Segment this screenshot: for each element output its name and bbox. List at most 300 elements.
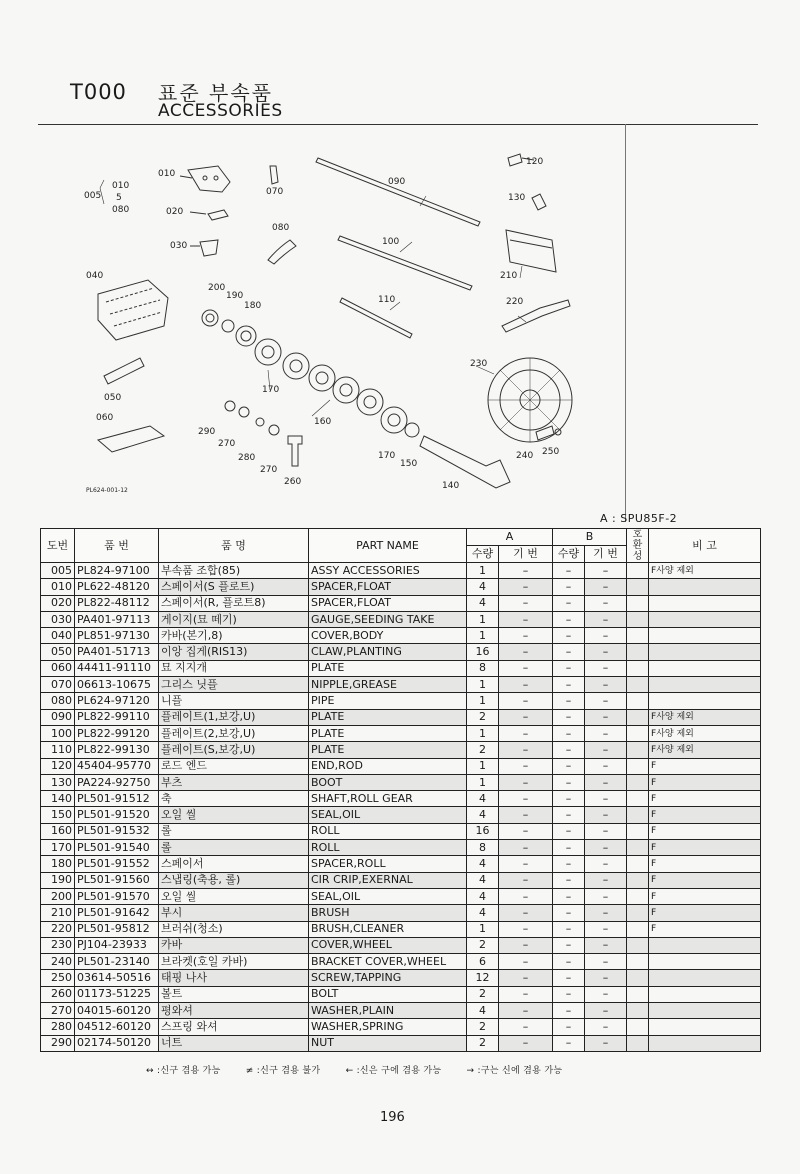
cell-part-name: COVER,WHEEL xyxy=(309,937,467,953)
cell-kiban-b: – xyxy=(585,563,627,579)
cell-kiban-a: – xyxy=(499,660,553,676)
cell-part-no: PA224-92750 xyxy=(75,774,159,790)
table-row xyxy=(41,677,761,693)
part-130-shape xyxy=(532,194,546,210)
col-header-name-kr: 품 명 xyxy=(159,529,309,563)
cell-part-no: PL501-91520 xyxy=(75,807,159,823)
cell-no: 210 xyxy=(41,905,75,921)
cell-name-kr: 게이지(묘 떼기) xyxy=(159,611,309,627)
cell-compat xyxy=(627,872,649,888)
cell-no: 010 xyxy=(41,579,75,595)
col-header-part-no: 품 번 xyxy=(75,529,159,563)
part-020-shape xyxy=(208,210,228,220)
cell-part-no: PL822-99130 xyxy=(75,742,159,758)
cell-remarks xyxy=(649,660,761,676)
cell-part-no: 01173-51225 xyxy=(75,986,159,1002)
cell-kiban-a: – xyxy=(499,644,553,660)
header-title-kr: 표준 부속품 xyxy=(158,81,273,105)
table-row xyxy=(41,970,761,986)
cell-name-kr: 브러쉬(청소) xyxy=(159,921,309,937)
callout-020: 020 xyxy=(166,207,184,217)
cell-qty-a: 1 xyxy=(467,677,499,693)
cell-compat xyxy=(627,725,649,741)
col-header-qty-a: 수량 xyxy=(467,546,499,563)
cell-compat xyxy=(627,1003,649,1019)
part-160-roll-a xyxy=(283,353,309,379)
callout-005: 005 xyxy=(84,191,102,201)
cell-part-name: ROLL xyxy=(309,823,467,839)
cell-remarks: F xyxy=(649,856,761,872)
cell-part-name: PIPE xyxy=(309,693,467,709)
cell-kiban-b: – xyxy=(585,970,627,986)
cell-part-no: PL501-91512 xyxy=(75,791,159,807)
cell-qty-a: 4 xyxy=(467,888,499,904)
cell-name-kr: 플레이트(2,보강,U) xyxy=(159,725,309,741)
cell-qty-b: – xyxy=(553,709,585,725)
cell-kiban-a: – xyxy=(499,1035,553,1051)
cell-part-name: ASSY ACCESSORIES xyxy=(309,563,467,579)
part-120-shape xyxy=(508,154,522,166)
cell-name-kr: 평와셔 xyxy=(159,1003,309,1019)
cell-remarks xyxy=(649,611,761,627)
cell-part-name: END,ROD xyxy=(309,758,467,774)
cell-kiban-a: – xyxy=(499,563,553,579)
callout-170-a: 170 xyxy=(262,385,280,395)
cell-kiban-b: – xyxy=(585,693,627,709)
table-row xyxy=(41,1003,761,1019)
cell-qty-a: 16 xyxy=(467,644,499,660)
cell-no: 250 xyxy=(41,970,75,986)
cell-part-name: SEAL,OIL xyxy=(309,807,467,823)
cell-qty-a: 1 xyxy=(467,693,499,709)
cell-kiban-b: – xyxy=(585,579,627,595)
table-row xyxy=(41,709,761,725)
cell-kiban-b: – xyxy=(585,954,627,970)
cell-name-kr: 롤 xyxy=(159,823,309,839)
cell-qty-b: – xyxy=(553,677,585,693)
table-row xyxy=(41,611,761,627)
part-270-shape-b xyxy=(269,425,279,435)
cell-remarks xyxy=(649,1035,761,1051)
table-row xyxy=(41,563,761,579)
cell-kiban-b: – xyxy=(585,660,627,676)
cell-qty-a: 12 xyxy=(467,970,499,986)
cell-qty-a: 4 xyxy=(467,1003,499,1019)
cell-remarks xyxy=(649,1003,761,1019)
table-row xyxy=(41,660,761,676)
cell-kiban-a: – xyxy=(499,970,553,986)
cell-remarks: F사양 제외 xyxy=(649,725,761,741)
cell-name-kr: 롤 xyxy=(159,840,309,856)
cell-remarks xyxy=(649,937,761,953)
cell-kiban-a: – xyxy=(499,954,553,970)
cell-name-kr: 그리스 닛플 xyxy=(159,677,309,693)
cell-part-no: PL501-91642 xyxy=(75,905,159,921)
callout-180: 180 xyxy=(244,301,262,311)
cell-part-no: PJ104-23933 xyxy=(75,937,159,953)
table-row xyxy=(41,644,761,660)
table-row xyxy=(41,954,761,970)
cell-compat xyxy=(627,905,649,921)
callout-160: 160 xyxy=(314,417,332,427)
table-row xyxy=(41,628,761,644)
callout-200: 200 xyxy=(208,283,226,293)
cell-part-no: 04015-60120 xyxy=(75,1003,159,1019)
cell-no: 220 xyxy=(41,921,75,937)
cell-no: 150 xyxy=(41,807,75,823)
table-row xyxy=(41,758,761,774)
cell-compat xyxy=(627,709,649,725)
cell-name-kr: 부츠 xyxy=(159,774,309,790)
cell-qty-a: 1 xyxy=(467,921,499,937)
callout-120: 120 xyxy=(526,157,544,167)
cell-qty-a: 1 xyxy=(467,628,499,644)
callout-030: 030 xyxy=(170,241,188,251)
part-070-shape xyxy=(270,166,278,184)
part-180-shape xyxy=(236,326,256,346)
cell-remarks xyxy=(649,644,761,660)
cell-no: 140 xyxy=(41,791,75,807)
cell-no: 230 xyxy=(41,937,75,953)
part-010-shape xyxy=(188,166,230,192)
cell-compat xyxy=(627,563,649,579)
cell-no: 060 xyxy=(41,660,75,676)
table-row xyxy=(41,774,761,790)
cell-part-name: CLAW,PLANTING xyxy=(309,644,467,660)
cell-compat xyxy=(627,888,649,904)
cell-part-name: NIPPLE,GREASE xyxy=(309,677,467,693)
cell-part-name: BRUSH,CLEANER xyxy=(309,921,467,937)
cell-part-name: PLATE xyxy=(309,709,467,725)
cell-qty-b: – xyxy=(553,1003,585,1019)
cell-remarks: F사양 제외 xyxy=(649,742,761,758)
callout-060: 060 xyxy=(96,413,114,423)
cell-kiban-b: – xyxy=(585,774,627,790)
cell-name-kr: 로드 엔드 xyxy=(159,758,309,774)
cell-compat xyxy=(627,742,649,758)
part-280-shape xyxy=(256,418,264,426)
cell-no: 180 xyxy=(41,856,75,872)
cell-kiban-a: – xyxy=(499,742,553,758)
table-row xyxy=(41,725,761,741)
page-number: 196 xyxy=(380,1110,405,1125)
cell-kiban-a: – xyxy=(499,595,553,611)
cell-part-name: BRUSH xyxy=(309,905,467,921)
callout-270-b: 270 xyxy=(260,465,278,475)
callout-230: 230 xyxy=(470,359,488,369)
cell-kiban-a: – xyxy=(499,579,553,595)
cell-no: 040 xyxy=(41,628,75,644)
callout-290: 290 xyxy=(198,427,216,437)
header-code: T000 xyxy=(70,80,127,104)
cell-name-kr: 플레이트(1,보강,U) xyxy=(159,709,309,725)
cell-qty-b: – xyxy=(553,905,585,921)
cell-qty-b: – xyxy=(553,579,585,595)
part-270-shape-a xyxy=(239,407,249,417)
cell-remarks: F xyxy=(649,840,761,856)
cell-part-name: PLATE xyxy=(309,660,467,676)
cell-part-name: COVER,BODY xyxy=(309,628,467,644)
cell-remarks: F xyxy=(649,905,761,921)
cell-kiban-b: – xyxy=(585,1019,627,1035)
part-260-shape xyxy=(288,436,302,466)
cell-name-kr: 스페이서(R, 플로트8) xyxy=(159,595,309,611)
exploded-parts-diagram xyxy=(40,130,625,515)
cell-kiban-a: – xyxy=(499,807,553,823)
cell-no: 170 xyxy=(41,840,75,856)
cell-name-kr: 카바 xyxy=(159,937,309,953)
legend-item-both: ↔ :신구 겸용 가능 xyxy=(146,1066,221,1076)
col-header-remarks: 비 고 xyxy=(649,529,761,563)
interchange-legend xyxy=(146,1063,584,1076)
cell-kiban-b: – xyxy=(585,1035,627,1051)
cell-qty-a: 16 xyxy=(467,823,499,839)
cell-part-no: PL624-97120 xyxy=(75,693,159,709)
cell-qty-a: 8 xyxy=(467,840,499,856)
part-200-shape xyxy=(202,310,218,326)
cell-kiban-b: – xyxy=(585,742,627,758)
cell-part-no: PL824-97100 xyxy=(75,563,159,579)
callout-210: 210 xyxy=(500,271,518,281)
cell-kiban-b: – xyxy=(585,921,627,937)
cell-no: 005 xyxy=(41,563,75,579)
cell-qty-b: – xyxy=(553,921,585,937)
cell-no: 200 xyxy=(41,888,75,904)
cell-qty-b: – xyxy=(553,628,585,644)
cell-no: 240 xyxy=(41,954,75,970)
cell-qty-b: – xyxy=(553,725,585,741)
cell-compat xyxy=(627,660,649,676)
part-240-shape xyxy=(536,426,554,440)
part-170-roll-b xyxy=(381,407,407,433)
cell-part-name: CIR CRIP,EXERNAL xyxy=(309,872,467,888)
cell-no: 020 xyxy=(41,595,75,611)
cell-part-no: PL822-99120 xyxy=(75,725,159,741)
cell-qty-a: 1 xyxy=(467,758,499,774)
cell-qty-b: – xyxy=(553,774,585,790)
cell-no: 070 xyxy=(41,677,75,693)
cell-remarks xyxy=(649,677,761,693)
cell-kiban-b: – xyxy=(585,872,627,888)
cell-name-kr: 브라켓(호일 카바) xyxy=(159,954,309,970)
cell-kiban-b: – xyxy=(585,888,627,904)
cell-name-kr: 부시 xyxy=(159,905,309,921)
cell-remarks xyxy=(649,693,761,709)
cell-name-kr: 카바(본기,8) xyxy=(159,628,309,644)
col-header-qty-b: 수량 xyxy=(553,546,585,563)
cell-kiban-a: – xyxy=(499,905,553,921)
cell-part-no: PL622-48120 xyxy=(75,579,159,595)
cell-no: 030 xyxy=(41,611,75,627)
cell-part-name: SCREW,TAPPING xyxy=(309,970,467,986)
header-title-en: ACCESSORIES xyxy=(158,101,283,121)
cell-qty-a: 1 xyxy=(467,563,499,579)
callout-170-b: 170 xyxy=(378,451,396,461)
cell-compat xyxy=(627,840,649,856)
callout-270-a: 270 xyxy=(218,439,236,449)
cell-kiban-a: – xyxy=(499,872,553,888)
cell-qty-a: 4 xyxy=(467,791,499,807)
cell-remarks: F xyxy=(649,758,761,774)
table-row xyxy=(41,986,761,1002)
cell-kiban-b: – xyxy=(585,937,627,953)
cell-kiban-a: – xyxy=(499,611,553,627)
cell-name-kr: 태핑 나사 xyxy=(159,970,309,986)
cell-part-no: 45404-95770 xyxy=(75,758,159,774)
part-170-roll-a xyxy=(255,339,281,365)
cell-compat xyxy=(627,921,649,937)
cell-name-kr: 스냅링(축용, 롤) xyxy=(159,872,309,888)
cell-kiban-b: – xyxy=(585,905,627,921)
cell-qty-b: – xyxy=(553,823,585,839)
table-row xyxy=(41,905,761,921)
cell-part-name: BOLT xyxy=(309,986,467,1002)
cell-name-kr: 스페이서(S 플로트) xyxy=(159,579,309,595)
cell-kiban-a: – xyxy=(499,677,553,693)
callout-100: 100 xyxy=(382,237,400,247)
cell-compat xyxy=(627,970,649,986)
cell-part-no: 02174-50120 xyxy=(75,1035,159,1051)
cell-compat xyxy=(627,1019,649,1035)
part-140-shape xyxy=(420,436,510,488)
cell-part-no: PL501-91532 xyxy=(75,823,159,839)
cell-no: 160 xyxy=(41,823,75,839)
table-row xyxy=(41,791,761,807)
cell-remarks: F xyxy=(649,888,761,904)
cell-compat xyxy=(627,677,649,693)
cell-kiban-a: – xyxy=(499,921,553,937)
cell-kiban-a: – xyxy=(499,823,553,839)
cell-name-kr: 오일 씰 xyxy=(159,888,309,904)
col-header-kiban-a: 기 번 xyxy=(499,546,553,563)
cell-qty-b: – xyxy=(553,758,585,774)
cell-no: 290 xyxy=(41,1035,75,1051)
callout-070: 070 xyxy=(266,187,284,197)
part-050-shape xyxy=(104,358,144,384)
cell-qty-a: 6 xyxy=(467,954,499,970)
cell-qty-a: 2 xyxy=(467,1035,499,1051)
cell-kiban-b: – xyxy=(585,595,627,611)
cell-qty-a: 4 xyxy=(467,856,499,872)
callout-150: 150 xyxy=(400,459,418,469)
cell-remarks: F xyxy=(649,921,761,937)
cell-qty-b: – xyxy=(553,660,585,676)
cell-qty-b: – xyxy=(553,872,585,888)
cell-kiban-a: – xyxy=(499,628,553,644)
cell-no: 280 xyxy=(41,1019,75,1035)
table-row xyxy=(41,872,761,888)
cell-no: 110 xyxy=(41,742,75,758)
col-header-group-b: B xyxy=(553,529,627,546)
cell-compat xyxy=(627,954,649,970)
col-header-part-name: PART NAME xyxy=(309,529,467,563)
cell-qty-b: – xyxy=(553,970,585,986)
header-rule xyxy=(38,124,758,125)
cell-qty-a: 1 xyxy=(467,774,499,790)
cell-compat xyxy=(627,856,649,872)
cell-no: 090 xyxy=(41,709,75,725)
cell-part-no: PL822-99110 xyxy=(75,709,159,725)
cell-name-kr: 부속품 조합(85) xyxy=(159,563,309,579)
cell-qty-a: 2 xyxy=(467,709,499,725)
cell-kiban-a: – xyxy=(499,856,553,872)
cell-remarks: F xyxy=(649,774,761,790)
cell-kiban-a: – xyxy=(499,840,553,856)
cell-kiban-a: – xyxy=(499,758,553,774)
cell-compat xyxy=(627,644,649,660)
cell-part-name: GAUGE,SEEDING TAKE xyxy=(309,611,467,627)
cell-name-kr: 너트 xyxy=(159,1035,309,1051)
cell-part-name: WASHER,SPRING xyxy=(309,1019,467,1035)
part-090-shape xyxy=(316,158,480,226)
table-row xyxy=(41,921,761,937)
cell-compat xyxy=(627,611,649,627)
cell-name-kr: 묘 지지개 xyxy=(159,660,309,676)
callout-280: 280 xyxy=(238,453,256,463)
part-160-roll-c xyxy=(333,377,359,403)
cell-remarks xyxy=(649,579,761,595)
cell-qty-b: – xyxy=(553,563,585,579)
callout-190: 190 xyxy=(226,291,244,301)
cell-remarks: F xyxy=(649,807,761,823)
cell-kiban-b: – xyxy=(585,644,627,660)
cell-compat xyxy=(627,937,649,953)
part-110-shape xyxy=(340,298,412,338)
cell-no: 130 xyxy=(41,774,75,790)
cell-part-name: ROLL xyxy=(309,840,467,856)
cell-qty-a: 4 xyxy=(467,807,499,823)
cell-compat xyxy=(627,1035,649,1051)
cell-kiban-b: – xyxy=(585,709,627,725)
cell-name-kr: 플레이트(S,보강,U) xyxy=(159,742,309,758)
cell-qty-b: – xyxy=(553,791,585,807)
callout-110: 110 xyxy=(378,295,396,305)
legend-item-new-to-old: ← :신은 구에 겸용 가능 xyxy=(345,1066,442,1076)
table-row xyxy=(41,856,761,872)
part-040-shape xyxy=(98,280,168,340)
cell-part-name: NUT xyxy=(309,1035,467,1051)
part-030-shape xyxy=(200,240,218,256)
cell-remarks: F xyxy=(649,823,761,839)
cell-compat xyxy=(627,986,649,1002)
cell-kiban-a: – xyxy=(499,1003,553,1019)
cell-compat xyxy=(627,693,649,709)
cell-kiban-b: – xyxy=(585,725,627,741)
cell-compat xyxy=(627,595,649,611)
cell-no: 190 xyxy=(41,872,75,888)
col-header-interchange: 호환성 xyxy=(627,529,649,563)
callout-040: 040 xyxy=(86,271,104,281)
cell-part-name: SHAFT,ROLL GEAR xyxy=(309,791,467,807)
cell-part-no: PL501-91560 xyxy=(75,872,159,888)
cell-qty-b: – xyxy=(553,595,585,611)
col-header-group-a: A xyxy=(467,529,553,546)
callout-130: 130 xyxy=(508,193,526,203)
table-row xyxy=(41,1035,761,1051)
cell-qty-b: – xyxy=(553,693,585,709)
cell-kiban-a: – xyxy=(499,791,553,807)
cell-part-no: PL501-23140 xyxy=(75,954,159,970)
callout-260: 260 xyxy=(284,477,302,487)
cell-qty-a: 2 xyxy=(467,937,499,953)
table-row xyxy=(41,807,761,823)
cell-no: 100 xyxy=(41,725,75,741)
cell-part-name: BRACKET COVER,WHEEL xyxy=(309,954,467,970)
cell-qty-a: 1 xyxy=(467,611,499,627)
callout-090: 090 xyxy=(388,177,406,187)
cell-qty-b: – xyxy=(553,611,585,627)
part-160-roll-b xyxy=(309,365,335,391)
